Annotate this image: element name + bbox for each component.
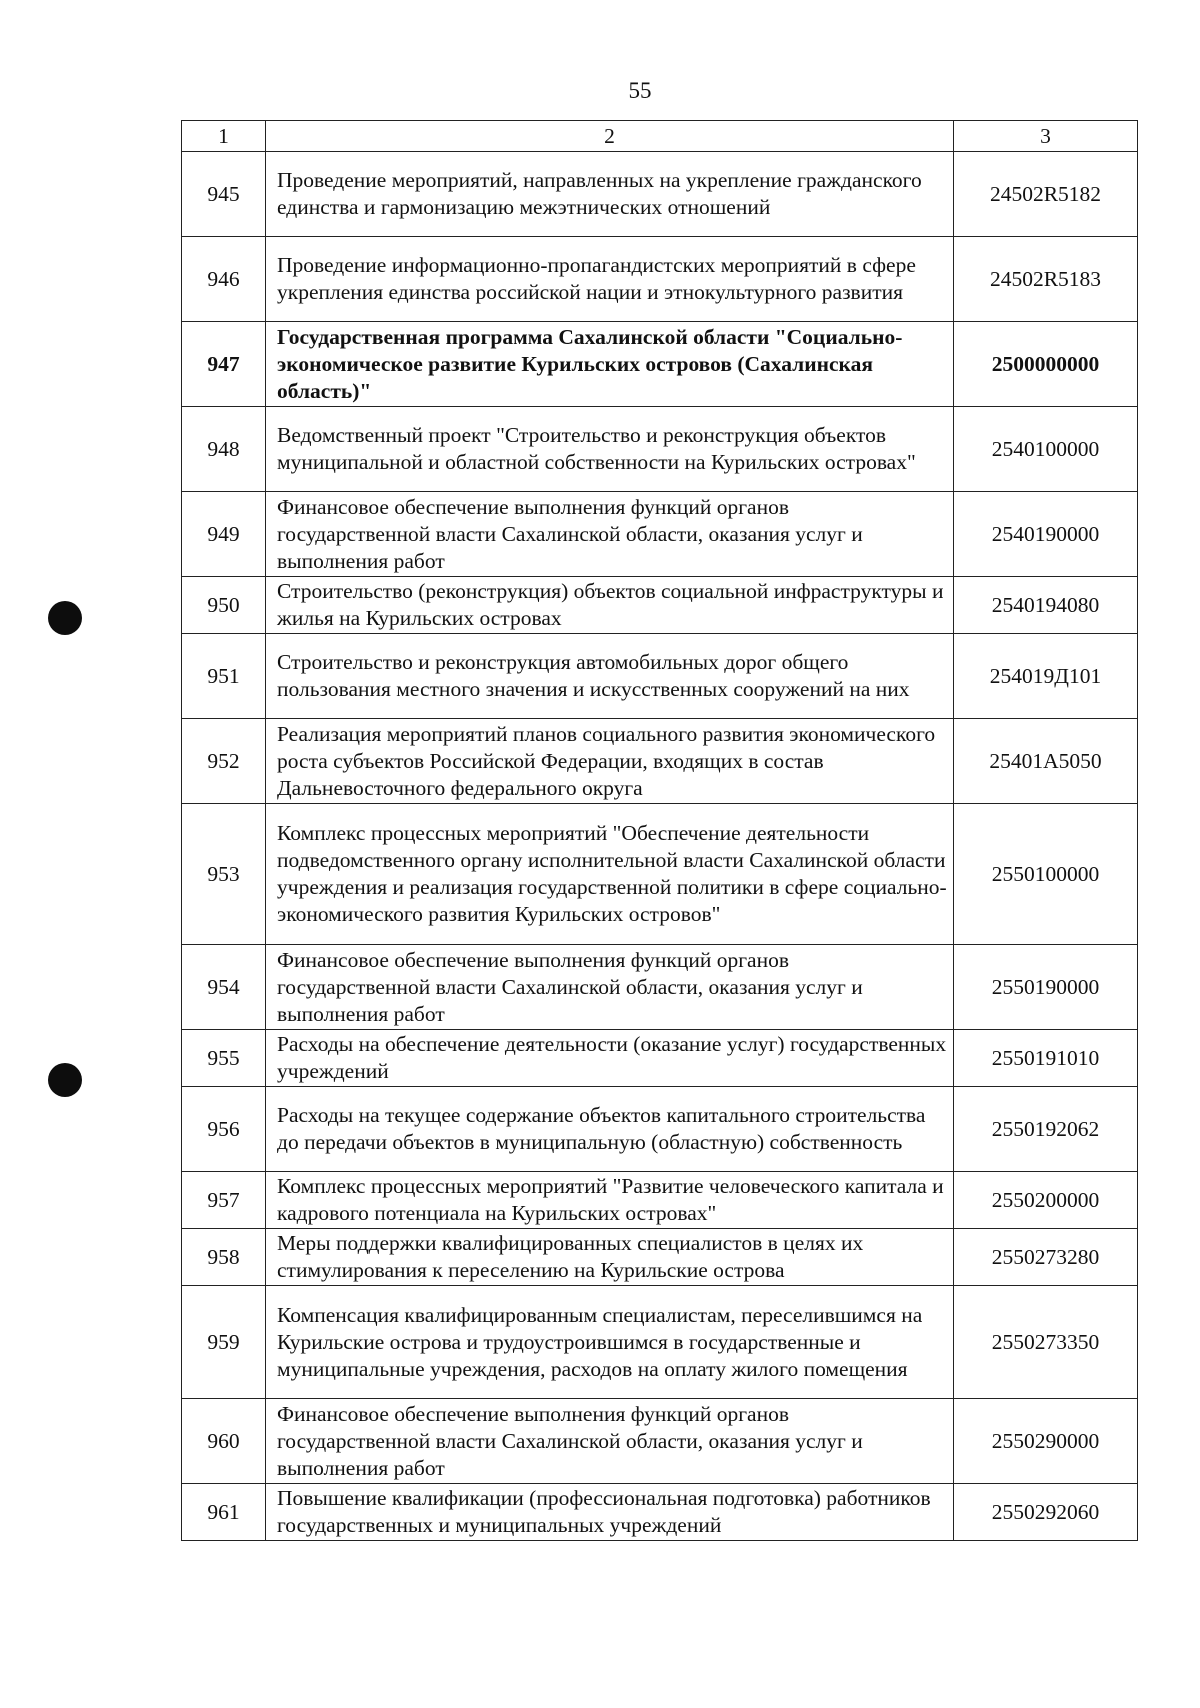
row-number: 951 xyxy=(182,634,266,719)
row-description: Повышение квалификации (профессиональная подготовка) работников государственных и муниципальных учреждений xyxy=(266,1484,954,1541)
row-number: 959 xyxy=(182,1286,266,1399)
row-number: 954 xyxy=(182,945,266,1030)
row-number: 947 xyxy=(182,322,266,407)
table-row xyxy=(182,407,1138,492)
row-number: 960 xyxy=(182,1399,266,1484)
row-description: Строительство (реконструкция) объектов социальной инфраструктуры и жилья на Курильских островах xyxy=(266,577,954,634)
row-description: Финансовое обеспечение выполнения функций органов государственной власти Сахалинской области, оказания услуг и выполнения работ xyxy=(266,1399,954,1484)
punch-hole-mark xyxy=(48,601,82,635)
table-row xyxy=(182,1030,1138,1087)
row-description: Расходы на обеспечение деятельности (оказание услуг) государственных учреждений xyxy=(266,1030,954,1087)
table-row xyxy=(182,1399,1138,1484)
row-number: 958 xyxy=(182,1229,266,1286)
row-description: Реализация мероприятий планов социального развития экономического роста субъектов Российской Федерации, входящих в состав Дальневосточного федерального округа xyxy=(266,719,954,804)
row-number: 957 xyxy=(182,1172,266,1229)
table-row xyxy=(182,719,1138,804)
row-code: 2550191010 xyxy=(954,1030,1138,1087)
table-row xyxy=(182,1172,1138,1229)
row-description: Проведение информационно-пропагандистских мероприятий в сфере укрепления единства российской нации и этнокультурного развития xyxy=(266,237,954,322)
table-body xyxy=(182,152,1138,1541)
row-description: Финансовое обеспечение выполнения функций органов государственной власти Сахалинской области, оказания услуг и выполнения работ xyxy=(266,492,954,577)
column-header: 2 xyxy=(266,121,954,152)
punch-hole-mark xyxy=(48,1063,82,1097)
table-row xyxy=(182,492,1138,577)
table-row xyxy=(182,322,1138,407)
row-number: 956 xyxy=(182,1087,266,1172)
row-description: Меры поддержки квалифицированных специалистов в целях их стимулирования к переселению на Курильские острова xyxy=(266,1229,954,1286)
row-code: 254019Д101 xyxy=(954,634,1138,719)
row-number: 946 xyxy=(182,237,266,322)
row-number: 950 xyxy=(182,577,266,634)
table-row xyxy=(182,945,1138,1030)
row-code: 2550192062 xyxy=(954,1087,1138,1172)
table-row xyxy=(182,1286,1138,1399)
row-number: 949 xyxy=(182,492,266,577)
row-number: 948 xyxy=(182,407,266,492)
row-code: 2540190000 xyxy=(954,492,1138,577)
row-code: 2500000000 xyxy=(954,322,1138,407)
table-row xyxy=(182,152,1138,237)
row-number: 945 xyxy=(182,152,266,237)
row-description: Проведение мероприятий, направленных на укрепление гражданского единства и гармонизацию межэтнических отношений xyxy=(266,152,954,237)
row-description: Государственная программа Сахалинской области "Социально-экономическое развитие Курильских островов (Сахалинская область)" xyxy=(266,322,954,407)
table-row xyxy=(182,577,1138,634)
table-row xyxy=(182,634,1138,719)
row-code: 2550273280 xyxy=(954,1229,1138,1286)
table-row xyxy=(182,1484,1138,1541)
table-header-row xyxy=(182,121,1138,152)
column-header: 3 xyxy=(954,121,1138,152)
row-description: Ведомственный проект "Строительство и реконструкция объектов муниципальной и областной собственности на Курильских островах" xyxy=(266,407,954,492)
row-description: Компенсация квалифицированным специалистам, переселившимся на Курильские острова и трудоустроившимся в государственные и муниципальные учреждения, расходов на оплату жилого помещения xyxy=(266,1286,954,1399)
table-row xyxy=(182,804,1138,945)
row-code: 2540194080 xyxy=(954,577,1138,634)
table-row xyxy=(182,1229,1138,1286)
row-code: 2540100000 xyxy=(954,407,1138,492)
column-header: 1 xyxy=(182,121,266,152)
table-row xyxy=(182,237,1138,322)
page-number: 55 xyxy=(628,78,652,103)
row-description: Строительство и реконструкция автомобильных дорог общего пользования местного значения и искусственных сооружений на них xyxy=(266,634,954,719)
row-description: Финансовое обеспечение выполнения функций органов государственной власти Сахалинской области, оказания услуг и выполнения работ xyxy=(266,945,954,1030)
row-number: 955 xyxy=(182,1030,266,1087)
row-code: 24502R5183 xyxy=(954,237,1138,322)
row-description: Расходы на текущее содержание объектов капитального строительства до передачи объектов в муниципальную (областную) собственность xyxy=(266,1087,954,1172)
row-code: 2550273350 xyxy=(954,1286,1138,1399)
row-code: 2550290000 xyxy=(954,1399,1138,1484)
row-code: 2550190000 xyxy=(954,945,1138,1030)
row-code: 2550200000 xyxy=(954,1172,1138,1229)
row-code: 25401А5050 xyxy=(954,719,1138,804)
row-code: 24502R5182 xyxy=(954,152,1138,237)
row-code: 2550292060 xyxy=(954,1484,1138,1541)
row-number: 953 xyxy=(182,804,266,945)
row-description: Комплекс процессных мероприятий "Обеспечение деятельности подведомственного органу исполнительной власти Сахалинской области учреждения и реализация государственной политики в сфере социально-экономического развития Курильских островов" xyxy=(266,804,954,945)
row-number: 952 xyxy=(182,719,266,804)
table-row xyxy=(182,1087,1138,1172)
classification-table xyxy=(181,120,1138,1541)
row-description: Комплекс процессных мероприятий "Развитие человеческого капитала и кадрового потенциала на Курильских островах" xyxy=(266,1172,954,1229)
row-number: 961 xyxy=(182,1484,266,1541)
row-code: 2550100000 xyxy=(954,804,1138,945)
